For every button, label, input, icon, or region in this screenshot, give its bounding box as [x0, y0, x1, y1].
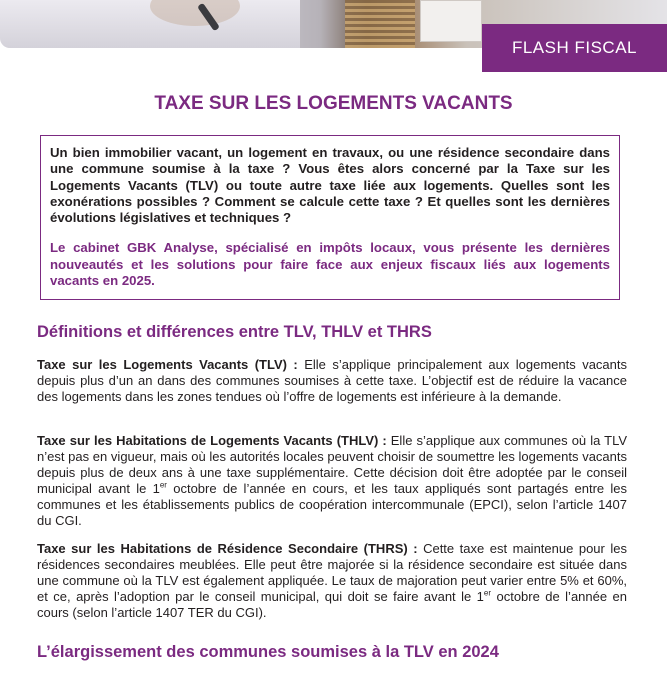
section-heading-definitions: Définitions et différences entre TLV, THLV et THRS [37, 323, 432, 341]
paragraph-tlv [37, 357, 627, 405]
coin-stack-icon [345, 0, 415, 48]
section-heading-tlv-2024: L’élargissement des communes soumises à la TLV en 2024 [37, 643, 499, 661]
term-tlv: Taxe sur les Logements Vacants (TLV) : [37, 357, 298, 372]
text-thrs-a: Cette taxe est maintenue pour les résidences secondaires meublées. Elle peut être majorée si la résidence secondaire est située dans une commune où la TLV est également appliquée. Le taux de majoration peut varier entre 5% et 60%, et ce, après l’adoption par le conseil municipal, qui doit se faire avant le 1 [37, 541, 627, 604]
house-model-icon [420, 0, 482, 42]
sup-thrs: er [483, 588, 492, 598]
flash-fiscal-badge: FLASH FISCAL [482, 24, 667, 72]
intro-box [40, 135, 620, 300]
text-tlv: Elle s’applique principalement aux logements vacants depuis plus d’un an dans des communes soumises à cette taxe. L’objectif est de réduire la vacance des logements dans les zones tendues où l’offre de logements est inférieure à la demande. [37, 357, 627, 404]
text-thrs-b: octobre de l’année en cours (selon l’article 1407 TER du CGI). [37, 589, 627, 620]
term-thrs: Taxe sur les Habitations de Résidence Secondaire (THRS) : [37, 541, 418, 556]
sup-thlv: er [159, 480, 167, 490]
page-title: TAXE SUR LES LOGEMENTS VACANTS [154, 93, 513, 114]
text-thlv-a: Elle s’applique aux communes où la TLV n’est pas en vigueur, mais où les autorités locales peuvent choisir de soumettre les logements vacants depuis plus de deux ans à une taxe supplémentaire. Cette décision doit être adoptée par le conseil municipal avant le 1 [37, 433, 628, 496]
paragraph-thrs [37, 541, 627, 621]
term-thlv: Taxe sur les Habitations de Logements Vacants (THLV) : [37, 433, 387, 448]
paragraph-thlv [37, 433, 627, 529]
intro-accent: Le cabinet GBK Analyse, spécialisé en impôts locaux, vous présente les dernières nouveautés et les solutions pour faire face aux enjeux fiscaux liés aux logements vacants en 2025. [50, 240, 610, 289]
intro-lead: Un bien immobilier vacant, un logement en travaux, ou une résidence secondaire dans une commune soumise à la taxe ? Vous êtes alors concerné par la Taxe sur les Logements Vacants (TLV) ou toute autre taxe liée aux logements. Quelles sont les exonérations possibles ? Comment se calcule cette taxe ? Et quelles sont les dernières évolutions législatives et techniques ? [50, 145, 610, 226]
text-thlv-b: octobre de l’année en cours, et les taux appliqués sont partagés entre les communes et les établissements publics de coopération intercommunale (EPCI), selon l’article 1407 du CGI. [37, 481, 627, 528]
